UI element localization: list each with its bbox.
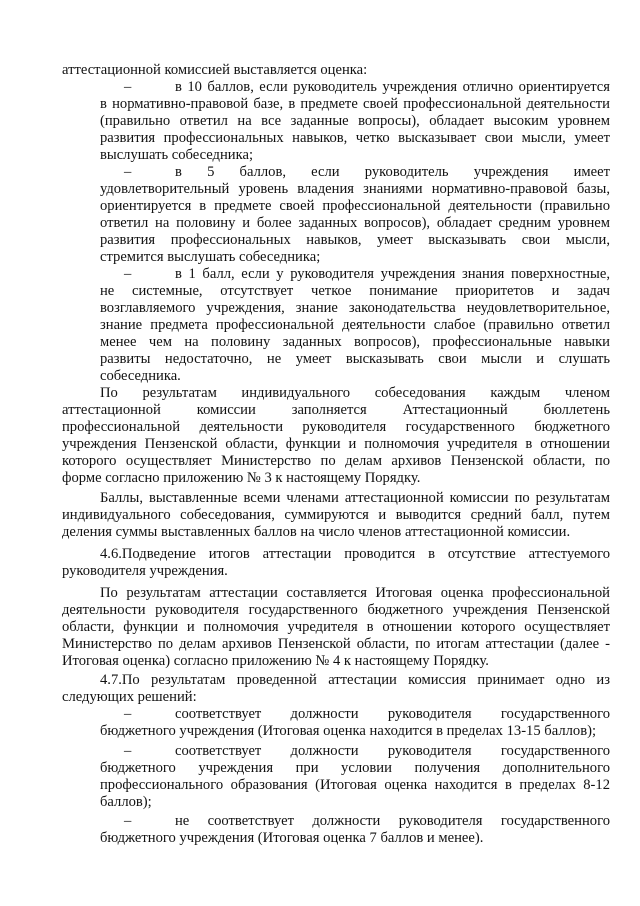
text-line: бюджетного учреждения при условии получения дополнительного bbox=[100, 760, 610, 776]
text-line: не соответствует должности руководителя государственного bbox=[175, 813, 610, 829]
text-line: бюджетного учреждения (Итоговая оценка 7 баллов и менее). bbox=[100, 830, 484, 846]
list-dash: – bbox=[124, 813, 132, 829]
text-line: По результатам аттестации составляется Итоговая оценка профессиональной bbox=[100, 585, 610, 601]
text-line: аттестационной комиссией выставляется оценка: bbox=[62, 62, 368, 78]
text-line: профессиональной деятельности руководителя государственного бюджетного bbox=[62, 419, 610, 435]
text-line: соответствует должности руководителя государственного bbox=[175, 743, 610, 759]
list-dash: – bbox=[124, 706, 132, 722]
text-line: возглавляемого учреждения, знание законодательства неудовлетворительное, bbox=[100, 300, 610, 316]
text-line: деятельности руководителя государственного бюджетного учреждения Пензенской bbox=[62, 602, 610, 618]
text-line: не системные, отсутствует четкое понимание приоритетов и задач bbox=[100, 283, 610, 299]
text-line: 4.6.Подведение итогов аттестации проводится в отсутствие аттестуемого bbox=[100, 546, 610, 562]
list-dash: – bbox=[124, 743, 132, 759]
text-line: форме согласно приложению № 3 к настоящему Порядку. bbox=[62, 470, 421, 486]
list-dash: – bbox=[124, 266, 132, 282]
text-line: которого осуществляет Министерство по делам архивов Пензенской области, по bbox=[62, 453, 610, 469]
text-line: в 5 баллов, если руководитель учреждения имеет bbox=[175, 164, 610, 180]
text-line: развиты недостаточно, не умеет высказывать свои мысли и слушать bbox=[100, 351, 610, 367]
text-line: Министерство по делам архивов Пензенской области, по итогам аттестации (далее - bbox=[62, 636, 610, 652]
text-line: развития профессиональных навыков, четко высказывает свои мысли, умеет bbox=[100, 130, 610, 146]
text-line: Итоговая оценка) согласно приложению № 4 к настоящему Порядку. bbox=[62, 653, 489, 669]
text-line: аттестационной комиссии заполняется Аттестационный бюллетень bbox=[62, 402, 610, 418]
text-line: деления суммы выставленных баллов на число членов аттестационной комиссии. bbox=[62, 524, 571, 540]
list-dash: – bbox=[124, 164, 132, 180]
text-line: бюджетного учреждения (Итоговая оценка находится в пределах 13-15 баллов); bbox=[100, 723, 597, 739]
text-line: 4.7.По результатам проведенной аттестации комиссия принимает одно из bbox=[100, 672, 610, 688]
text-line: баллов); bbox=[100, 794, 152, 810]
text-line: развития профессиональных навыков, умеет высказывать свои мысли, bbox=[100, 232, 610, 248]
text-line: ориентируется в предмете своей профессиональной деятельности (правильно bbox=[100, 198, 610, 214]
text-line: в нормативно-правовой базе, в предмете своей профессиональной деятельности bbox=[100, 96, 610, 112]
text-line: индивидуального собеседования, суммируются и выводится средний балл, путем bbox=[62, 507, 610, 523]
text-line: собеседника. bbox=[100, 368, 181, 384]
text-line: Баллы, выставленные всеми членами аттестационной комиссии по результатам bbox=[100, 490, 610, 506]
text-line: соответствует должности руководителя государственного bbox=[175, 706, 610, 722]
text-line: в 1 балл, если у руководителя учреждения знания поверхностные, bbox=[175, 266, 610, 282]
text-line: области, функции и полномочия учредителя в отношении которого осуществляет bbox=[62, 619, 610, 635]
text-line: удовлетворительный уровень владения знаниями нормативно-правовой базы, bbox=[100, 181, 610, 197]
text-line: следующих решений: bbox=[62, 689, 197, 705]
text-line: менее чем на половину заданных вопросов), профессиональные навыки bbox=[100, 334, 610, 350]
text-line: ответил на половину и более заданных вопросов), обладает средним уровнем bbox=[100, 215, 610, 231]
text-line: профессионального образования (Итоговая оценка находится в пределах 8-12 bbox=[100, 777, 610, 793]
text-line: знание предмета профессиональной деятельности слабое (правильно ответил bbox=[100, 317, 610, 333]
text-line: в 10 баллов, если руководитель учреждения отлично ориентируется bbox=[175, 79, 610, 95]
text-line: По результатам индивидуального собеседования каждым членом bbox=[100, 385, 610, 401]
text-line: (правильно ответил на все заданные вопросы), обладает высоким уровнем bbox=[100, 113, 610, 129]
text-line: учреждения Пензенской области, функции и полномочия учредителя в отношении bbox=[62, 436, 610, 452]
text-line: руководителя учреждения. bbox=[62, 563, 228, 579]
text-line: стремится выслушать собеседника; bbox=[100, 249, 321, 265]
list-dash: – bbox=[124, 79, 132, 95]
text-line: выслушать собеседника; bbox=[100, 147, 254, 163]
